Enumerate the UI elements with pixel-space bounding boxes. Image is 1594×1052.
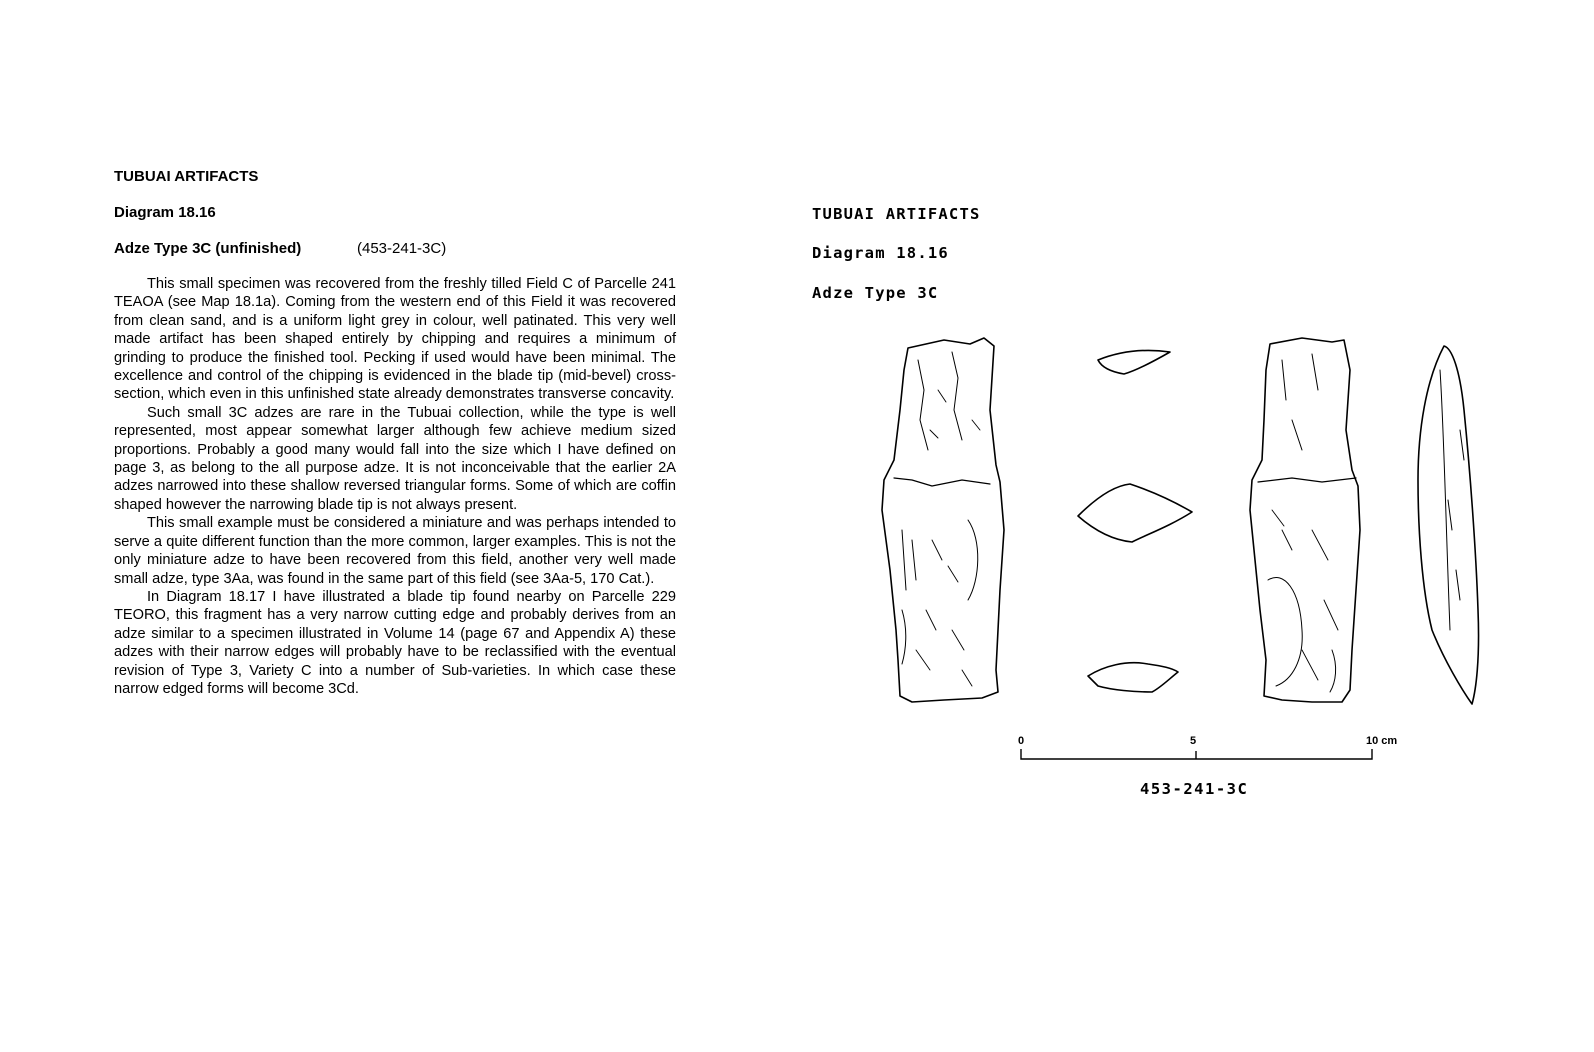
adze-type-label: Adze Type 3C (unfinished)	[114, 240, 302, 257]
description-paragraph: This small example must be considered a miniature and was perhaps intended to serve a quite different function than the more common, larger examples. This is not the only miniature adze to have been recovered from this field, another very well made small adze, type 3Aa, was found in the same part of this field (see 3Aa-5, 170 Cat.).	[114, 515, 676, 587]
adze-catalog-code: (453-241-3C)	[357, 240, 447, 257]
description-body	[114, 275, 676, 698]
description-paragraph: This small specimen was recovered from the freshly tilled Field C of Parcelle 241 TEAOA (see Map 18.1a). Coming from the western end of this Field it was recovered from clean sand, and is a uniform light grey in colour, well patinated. This very well made artifact has been shaped entirely by chipping and requires a minimum of grinding to produce the finished tool. Pecking if used would have been minimal. The excellence and control of the chipping is evidenced in the blade tip (mid-bevel) cross-section, which even in this unfinished state already demonstrates transverse concavity.	[114, 276, 676, 403]
scale-label-10: 10 cm	[1366, 735, 1398, 747]
description-paragraph: In Diagram 18.17 I have illustrated a blade tip found nearby on Parcelle 229 TEORO, this fragment has a very narrow cutting edge and probably derives from an adze similar to a specimen illustrated in Volume 14 (page 67 and Appendix A) these adzes with their narrow edges will probably have to be reclassified with the eventual revision of Type 3, Variety C into a number of Sub-varieties. In which case these narrow edged forms will become 3Cd.	[114, 588, 676, 697]
illustration-adze-type: Adze Type 3C	[812, 284, 939, 302]
right-page-illustration	[812, 0, 1594, 1052]
adze-side-view	[1418, 346, 1479, 704]
adze-cross-sections	[1078, 350, 1192, 692]
scale-line	[1020, 747, 1374, 761]
adze-front-view	[882, 338, 1004, 702]
description-paragraph: Such small 3C adzes are rare in the Tubuai collection, while the type is well represented, most appear somewhat larger although few achieve medium sized proportions. Probably a good many would fall into the size which I have defined on page 3, as belong to the all purpose adze. It is not inconceivable that the earlier 2A adzes narrowed into these shallow reversed triangular forms. Some of which are coffin shaped however the narrowing blade tip is not always present.	[114, 404, 676, 513]
adze-heading	[114, 240, 676, 257]
adze-back-view	[1250, 338, 1360, 702]
adze-drawing	[872, 330, 1492, 720]
scale-label-0: 0	[1018, 735, 1025, 747]
diagram-number: Diagram 18.16	[114, 204, 216, 221]
scale-bar	[1018, 735, 1398, 765]
illustration-title: TUBUAI ARTIFACTS	[812, 205, 981, 223]
left-page-text	[114, 168, 676, 698]
specimen-catalog-code: 453-241-3C	[1140, 780, 1249, 798]
illustration-diagram-number: Diagram 18.16	[812, 244, 949, 262]
page-title: TUBUAI ARTIFACTS	[114, 168, 259, 185]
scale-label-5: 5	[1190, 735, 1197, 747]
